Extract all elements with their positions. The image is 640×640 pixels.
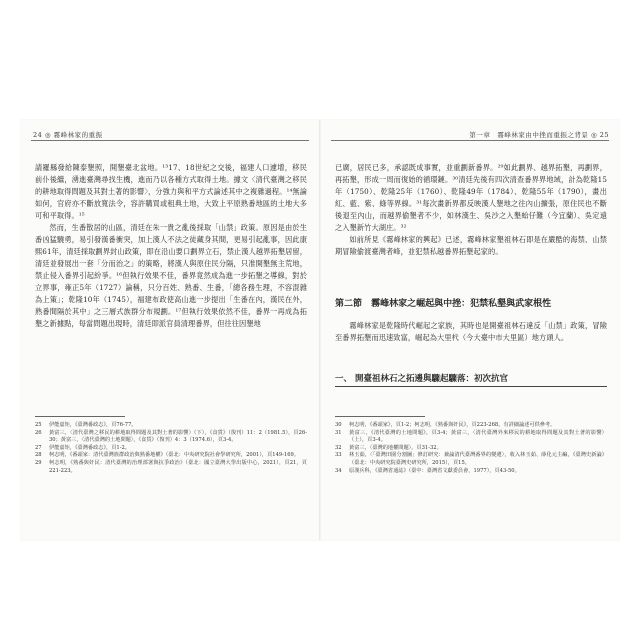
section-heading	[335, 296, 607, 309]
right-body-text	[335, 162, 607, 258]
bullet-icon: ◎	[590, 131, 598, 139]
right-page	[321, 120, 619, 540]
left-page	[21, 120, 319, 540]
left-running-head	[33, 130, 103, 139]
right-running-head	[469, 130, 609, 139]
footnote: 27 伊能嘉矩，《臺灣番政志》，頁1-2。	[35, 444, 130, 451]
left-footnotes	[35, 422, 307, 475]
left-footnote-rule	[35, 416, 125, 417]
right-header-rule	[331, 140, 609, 141]
right-footnotes	[335, 422, 607, 475]
subsection-rule	[335, 386, 607, 387]
section-title: 霧峰林家之崛起與中挫：犯禁私墾與武家根性	[371, 299, 552, 309]
footnote: 29 柯志明，《熟番與奸民：清代臺灣的治理部署與抗爭政治》（臺北：國立臺灣大學出版中心，2021），頁21，頁221-223。	[35, 459, 307, 474]
footnote: 34 原漢兵科，《臺灣省通誌》（臺中：臺灣省文獻委員會，1977），頁43-50。	[335, 467, 520, 474]
right-paragraph-1: 已廣，居民已多，承認既成事實，並重劃新番界。²⁹如此劃界、越界拓墾，再劃界，再拓墾，形成一周而復始的循環鏈。³⁰清廷先後有四次清查番界界地域，計為乾隆15年（1750）、乾隆25年（1760）、乾隆49年（1784）、乾隆55年（1790），畫出紅、藍、紫、綠等界線。³¹每次畫新界都反映漢人墾地之往內山擴張，原住民也不斷後退至內山，而越界偷墾者不少，如林漢生、吳沙之入墾蛤仔難（今宜蘭）、吳定遠之入墾新竹大湖庄。³²	[335, 163, 607, 232]
left-header-rule	[31, 140, 309, 141]
footnote: 26 黃富三，〈清代臺灣之移民的耕地取得問題及其對土著的影響〉（下），《食貨》（復刊）11：2（1981.5），頁26-30；黃富三，〈清代臺灣的土地問題〉，《食貨》（復刊）4：3（1974.6），頁3-4。	[35, 429, 307, 444]
footnote: 31 黃富三，《清代臺灣的土地問題》，頁3-4；黃富三，〈清代臺灣外來移民的耕地取得問題及其對土著的影響〉（上），頁3-4。	[335, 429, 607, 444]
footnote: 32 黃富三，〈臺灣的地權問題〉，頁31-32。	[335, 444, 442, 451]
chapter-title: 第一章 霧峰林家由中挫而重振之背景	[469, 131, 589, 139]
footnote: 30 柯志明，《番頭家》，頁1-2；柯志明，《熟番與奸民》，頁223-268。有詳細論述可供參考。	[335, 422, 556, 428]
left-book-title: 霧峰林家的重振	[53, 131, 103, 139]
right-body-text-mid	[335, 320, 607, 344]
right-page-number: 25	[599, 131, 609, 139]
right-footnote-rule	[335, 416, 425, 417]
footnote: 33 林玉茹，〈「臺灣田園分割圖」修訂研究：兼論清代臺灣番界的變遷〉，收入林玉茹、薛化元主編，《臺灣史新論》（臺北：中央研究院臺灣史研究所，2015），頁15。	[335, 452, 607, 466]
left-paragraph-2: 然而，生番散居的山區，清廷在朱一貴之亂後採取「山禁」政策。原因是由於生番凶猛驍勇，易引發漢番衝突，加上漢人不法之徒藏身其間，更易引起亂事，因此康熙61年，清廷採取劃界封山政策，即在沿山要口劃界立石，禁止漢人越界拓墾居留，清廷並發展出一套「分而治之」的策略，將漢人與原住民分隔，只准開墾無主荒地，禁止侵入番界引起紛爭。¹⁶但執行效果不佳，番界竟然成為進一步拓墾之導線，對於立界事，雍正5年（1727）論稱，只分百姓、熟番、生番，「總各務生理，不容混雜為上策」；乾隆10年（1745），福建布政使高山進一步提出「生番在內，漢民在外，熟番間隔於其中」之三層式族群分布規劃。¹⁷但執行效果依然不佳，番界一再成為拓墾之新據點，每當問題出現時，清廷即派官員清理番界，但往往因墾地	[35, 223, 307, 328]
right-paragraph-3: 霧峰林家是乾隆時代崛起之家族，其時也是開臺祖林石違反「山禁」政策，冒險至番界拓墾而迅速致富，崛起為大里杙（今大臺中市大里區）地方頭人。	[335, 321, 607, 342]
left-body-text	[35, 162, 307, 330]
footnote: 25 伊能嘉矩，《臺灣番政志》，頁76-77。	[35, 422, 137, 428]
right-paragraph-2: 如前所見《霧峰林家的興起》已述，霧峰林家墾祖林石即是在嚴酷的海禁、山禁期冒險偷渡臺灣者峰，並犯禁私越番界拓墾起家的。	[335, 235, 607, 256]
book-spread	[21, 120, 619, 540]
subsection-title: 開臺祖林石之拓邊與驟起驟落：初次抗官	[354, 374, 508, 384]
left-page-number: 24	[33, 131, 43, 139]
left-paragraph-1: 請羅縣發給陳泰墾照，開墾臺北盆地。¹³17、18世紀之交後，福建人口遽增，移民前仆後繼，湧進臺灣尋找生機，進而乃以各種方式取得土地。據文〈清代臺灣之移民的耕地取得問題及其對土著的影響〉，分強力與和平方式論述其中之複雜過程。¹⁴無論如何，官府亦不斷放寬法令，容許購買或租典土地，大致上平原熟番地區的土地大多可和平取得。¹⁵	[35, 163, 308, 220]
subsection-heading	[335, 372, 607, 384]
bullet-icon: ◎	[44, 131, 52, 139]
subsection-label: 一、	[335, 374, 353, 384]
footnote: 28 柯志明，《番頭家：清代臺灣族群政治與熟番地權》（臺北：中央研究院社會學研究所，2001），頁149-169。	[35, 452, 300, 459]
section-label: 第二節	[335, 299, 363, 309]
